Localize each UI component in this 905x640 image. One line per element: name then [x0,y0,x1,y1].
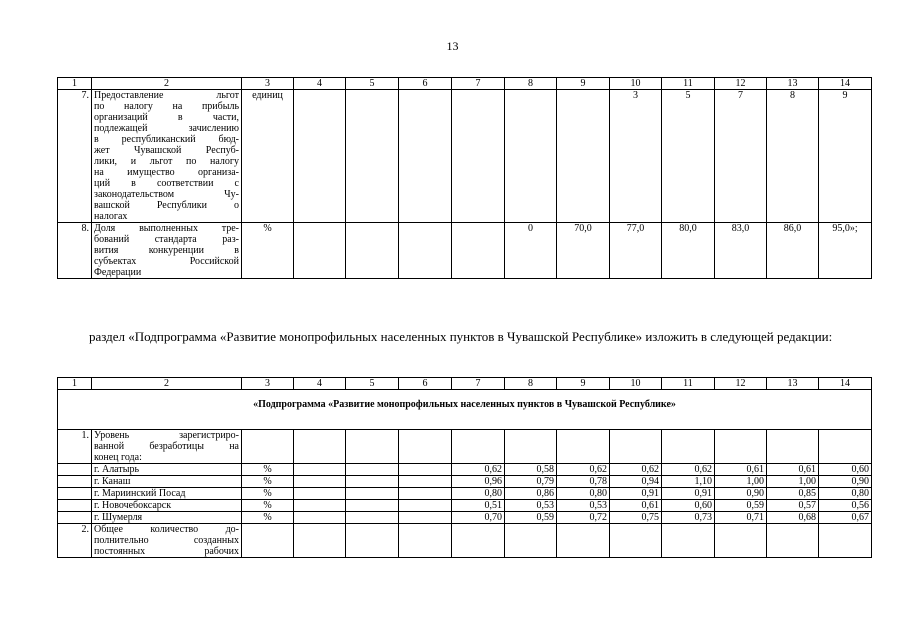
indicators-table-2 [57,377,872,558]
value-cell: 1,10 [662,476,715,488]
value-cell: 95,0»; [819,223,872,279]
value-cell: 86,0 [767,223,819,279]
value-cell [294,90,346,223]
col-number: 3 [242,378,294,390]
value-cell: 9 [819,90,872,223]
value-cell: 8 [767,90,819,223]
value-cell: 0,86 [505,488,557,500]
value-cell: 0,62 [452,464,505,476]
value-cell [452,90,505,223]
text-line: конец года: [94,452,142,463]
col-number: 13 [767,78,819,90]
value-cell: 0,72 [557,512,610,524]
col-number: 10 [610,78,662,90]
unit-cell: % [242,476,294,488]
col-number: 10 [610,378,662,390]
value-cell: 0,79 [505,476,557,488]
col-number: 8 [505,378,557,390]
col-number: 2 [92,378,242,390]
value-cell: 83,0 [715,223,767,279]
col-number: 13 [767,378,819,390]
text-line: организаций в части, [94,112,239,123]
text-line: Доля выполненных тре- [94,223,239,234]
table-row [58,488,872,500]
value-cell: 0,59 [715,500,767,512]
value-cell: 0,70 [452,512,505,524]
city-name: г. Новочебоксарск [92,500,242,512]
value-cell: 80,0 [662,223,715,279]
value-cell: 3 [610,90,662,223]
table-row [58,512,872,524]
row-number: 7. [58,90,92,223]
value-cell: 0 [505,223,557,279]
unit-cell: % [242,223,294,279]
unit-cell: единиц [242,90,294,223]
col-number: 5 [346,78,399,90]
unit-cell: % [242,512,294,524]
col-number: 6 [399,78,452,90]
text-line: лики, и льгот по налогу [94,156,239,167]
text-line: Предоставление льгот [94,90,239,101]
row-number: 1. [58,430,92,464]
city-name: г. Шумерля [92,512,242,524]
text-line: по налогу на прибыль [94,101,239,112]
text-line: бований стандарта раз- [94,234,239,245]
subprogram-title-row [58,390,872,430]
col-number: 7 [452,78,505,90]
col-number: 2 [92,78,242,90]
value-cell [399,90,452,223]
subprogram-title: «Подпрограмма «Развитие монопрофильных населенных пунктов в Чувашской Республике» [58,390,872,430]
value-cell: 0,91 [610,488,662,500]
value-cell: 7 [715,90,767,223]
col-number: 1 [58,78,92,90]
value-cell: 0,62 [610,464,662,476]
col-number: 14 [819,378,872,390]
value-cell: 0,62 [662,464,715,476]
value-cell: 0,90 [715,488,767,500]
value-cell: 77,0 [610,223,662,279]
city-name: г. Мариинский Посад [92,488,242,500]
col-number: 14 [819,78,872,90]
col-number: 12 [715,378,767,390]
value-cell: 0,90 [819,476,872,488]
text-line: ций в соответствии с [94,178,239,189]
table-row [58,464,872,476]
value-cell: 0,80 [557,488,610,500]
table-row [58,223,872,279]
value-cell: 0,58 [505,464,557,476]
col-number: 4 [294,378,346,390]
value-cell: 0,80 [452,488,505,500]
body-paragraph [57,329,847,345]
value-cell [557,90,610,223]
col-number: 9 [557,378,610,390]
indicator-name [92,524,242,558]
page-number: 13 [446,39,459,53]
city-name: г. Канаш [92,476,242,488]
value-cell: 0,94 [610,476,662,488]
value-cell: 0,61 [767,464,819,476]
indicator-name [92,90,242,223]
text-line: полнительно созданных [94,535,239,546]
col-number: 8 [505,78,557,90]
unit-cell: % [242,488,294,500]
value-cell [505,90,557,223]
value-cell [452,223,505,279]
text-line: ванной безработицы на [94,441,239,452]
value-cell: 0,78 [557,476,610,488]
text-line: налогах [94,211,128,222]
text-line: субъектах Российской [94,256,239,267]
value-cell: 1,00 [767,476,819,488]
table-row [58,500,872,512]
row-number: 2. [58,524,92,558]
paragraph-text: раздел «Подпрограмма «Развитие монопрофильных населенных пунктов в Чувашской Республике» изложить в следующей редакции: [89,329,833,344]
text-line: подлежащей зачислению [94,123,239,134]
value-cell [346,90,399,223]
row-number: 8. [58,223,92,279]
text-line: Федерации [94,267,142,278]
table-row [58,430,872,464]
table-row [58,90,872,223]
value-cell [346,223,399,279]
indicators-table-1 [57,77,872,279]
value-cell: 0,75 [610,512,662,524]
value-cell: 0,67 [819,512,872,524]
city-name: г. Алатырь [92,464,242,476]
value-cell: 0,96 [452,476,505,488]
col-number: 11 [662,78,715,90]
value-cell: 0,68 [767,512,819,524]
col-number: 9 [557,78,610,90]
table-row [58,524,872,558]
value-cell: 1,00 [715,476,767,488]
text-line: на имущество организа- [94,167,239,178]
value-cell: 0,91 [662,488,715,500]
value-cell: 0,56 [819,500,872,512]
value-cell: 0,60 [819,464,872,476]
value-cell: 0,59 [505,512,557,524]
value-cell: 0,85 [767,488,819,500]
indicator-name [92,223,242,279]
value-cell: 70,0 [557,223,610,279]
value-cell: 0,61 [610,500,662,512]
col-number: 6 [399,378,452,390]
col-number: 1 [58,378,92,390]
text-line: вашской Республики о [94,200,239,211]
value-cell: 0,53 [557,500,610,512]
value-cell: 0,57 [767,500,819,512]
text-line: в республиканский бюд- [94,134,239,145]
value-cell: 0,53 [505,500,557,512]
text-line: вития конкуренции в [94,245,239,256]
col-number: 5 [346,378,399,390]
col-number: 3 [242,78,294,90]
text-line: законодательством Чу- [94,189,239,200]
value-cell: 0,80 [819,488,872,500]
unit-cell: % [242,500,294,512]
value-cell: 0,51 [452,500,505,512]
col-number: 4 [294,78,346,90]
col-number: 11 [662,378,715,390]
value-cell [399,223,452,279]
text-line: Уровень зарегистриро- [94,430,239,441]
text-line: жет Чувашской Респуб- [94,145,239,156]
value-cell: 0,60 [662,500,715,512]
value-cell: 0,61 [715,464,767,476]
indicator-name [92,430,242,464]
col-number: 7 [452,378,505,390]
value-cell [294,223,346,279]
table-row [58,476,872,488]
text-line: Общее количество до- [94,524,239,535]
value-cell: 0,73 [662,512,715,524]
value-cell: 5 [662,90,715,223]
unit-cell: % [242,464,294,476]
column-numbers-row [58,78,872,90]
column-numbers-row [58,378,872,390]
col-number: 12 [715,78,767,90]
value-cell: 0,62 [557,464,610,476]
value-cell: 0,71 [715,512,767,524]
text-line: постоянных рабочих [94,546,239,557]
